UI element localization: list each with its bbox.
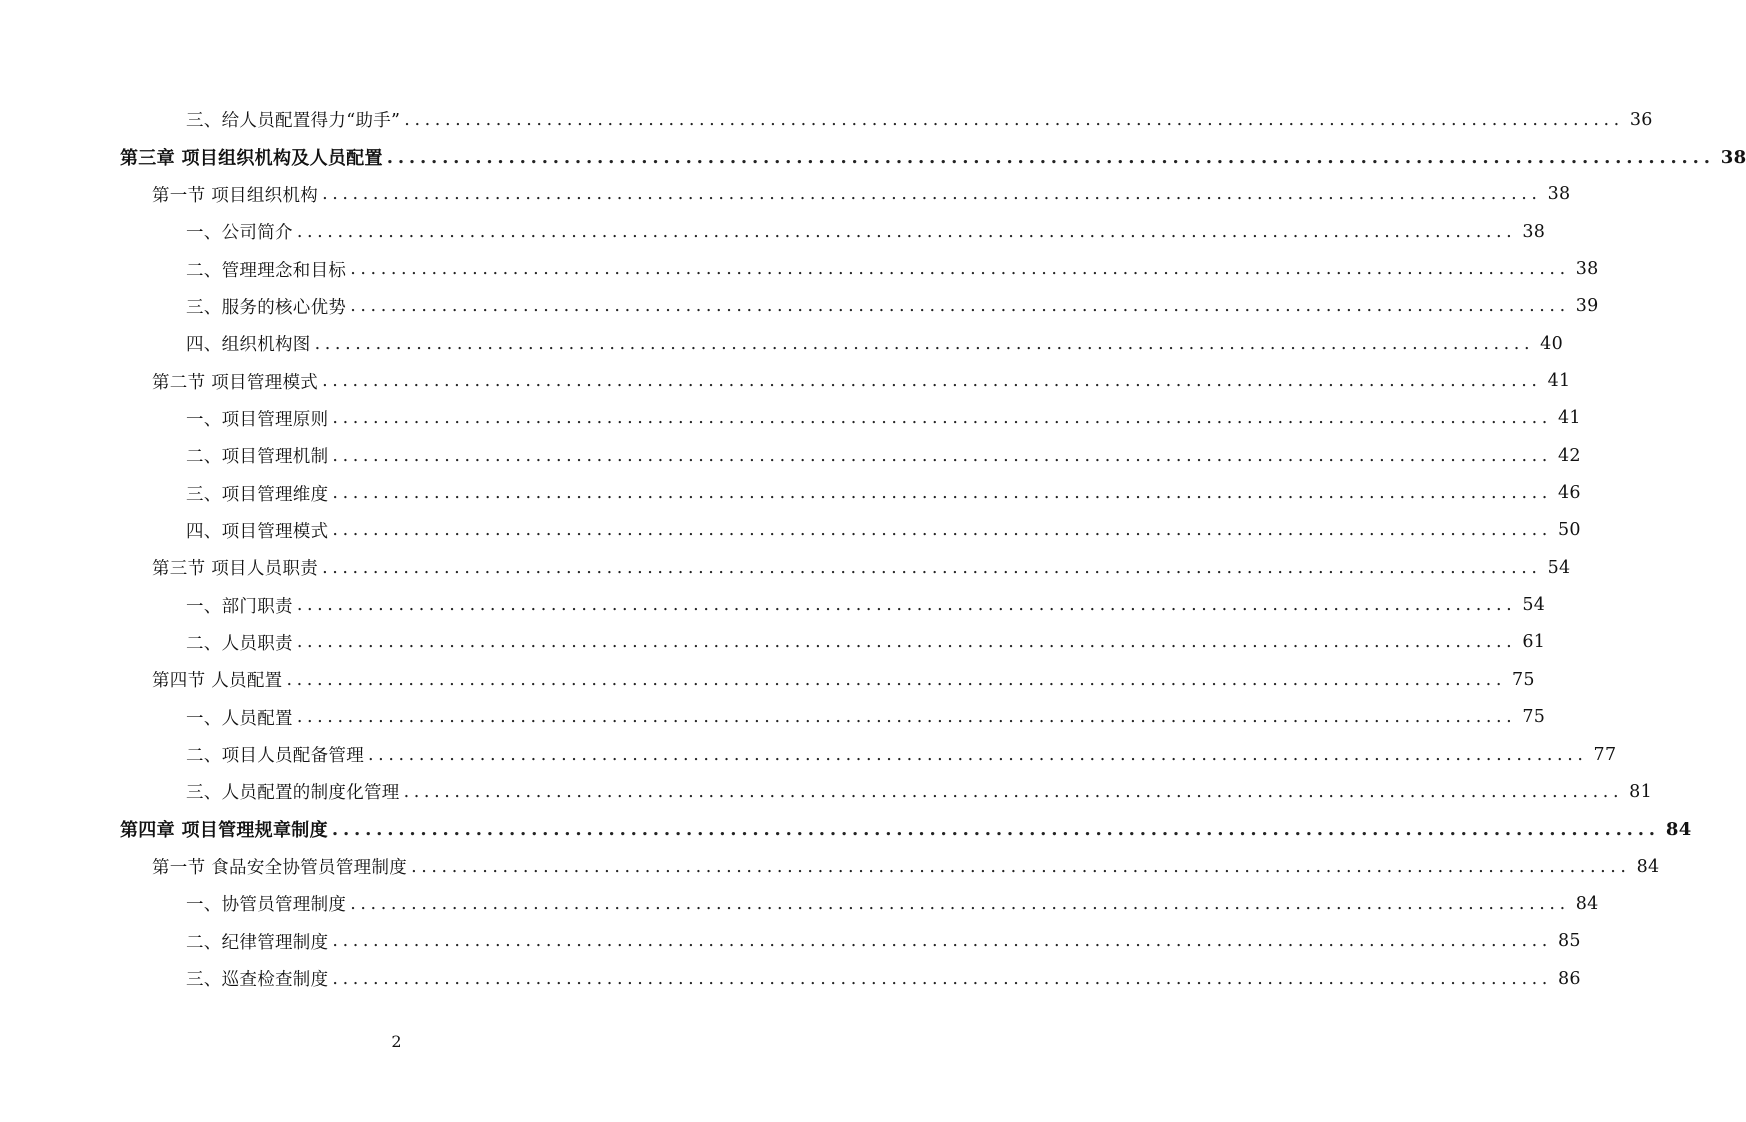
toc-entry-label: 二、项目管理机制 bbox=[186, 447, 329, 468]
toc-leader-dots: ........................................................................................................................ bbox=[403, 781, 1624, 802]
toc-leader-dots: ........................................................................................................................ bbox=[350, 296, 1570, 317]
toc-entry[interactable] bbox=[152, 549, 1571, 586]
toc-entry[interactable] bbox=[152, 661, 1535, 698]
toc-chapter-row[interactable] bbox=[0, 811, 1692, 848]
toc-entry[interactable] bbox=[186, 773, 1653, 810]
toc-entry-page-number: 84 bbox=[1636, 856, 1660, 877]
toc-entry[interactable] bbox=[120, 811, 1692, 848]
toc-entry-label: 三、服务的核心优势 bbox=[186, 297, 347, 318]
toc-entry[interactable] bbox=[152, 362, 1571, 399]
toc-item-row[interactable] bbox=[0, 437, 1581, 474]
toc-entry-page-number: 75 bbox=[1522, 707, 1546, 728]
toc-entry[interactable] bbox=[186, 586, 1546, 623]
toc-leader-dots: ........................................................................................................................ bbox=[332, 408, 1552, 429]
toc-leader-dots: ........................................................................................................................ bbox=[350, 259, 1570, 280]
toc-entry[interactable] bbox=[186, 736, 1617, 773]
toc-leader-dots: ........................................................................................................................ bbox=[296, 632, 1517, 653]
toc-entry-page-number: 84 bbox=[1575, 893, 1599, 914]
toc-leader-dots: ........................................................................................................................ bbox=[332, 968, 1552, 989]
toc-chapter-row[interactable] bbox=[0, 138, 1746, 175]
toc-leader-dots: ........................................................................................................................ bbox=[368, 744, 1588, 765]
toc-entry-page-number: 54 bbox=[1547, 557, 1571, 578]
toc-item-row[interactable] bbox=[0, 213, 1546, 250]
toc-entry[interactable] bbox=[186, 250, 1599, 287]
toc-entry-label: 四、组织机构图 bbox=[186, 335, 311, 356]
toc-section-row[interactable] bbox=[0, 549, 1571, 586]
toc-entry-page-number: 36 bbox=[1629, 109, 1653, 130]
toc-item-row[interactable] bbox=[0, 586, 1546, 623]
toc-entry-page-number: 38 bbox=[1522, 221, 1546, 242]
toc-entry-page-number: 38 bbox=[1720, 146, 1746, 168]
toc-section-row[interactable] bbox=[0, 848, 1660, 885]
toc-item-row[interactable] bbox=[0, 736, 1617, 773]
toc-entry-label: 第一节 食品安全协管员管理制度 bbox=[152, 858, 408, 879]
toc-entry-label: 二、项目人员配备管理 bbox=[186, 746, 364, 767]
toc-entry[interactable] bbox=[152, 848, 1660, 885]
toc-entry-label: 三、巡查检查制度 bbox=[186, 970, 329, 991]
toc-entry-page-number: 38 bbox=[1547, 184, 1571, 205]
toc-leader-dots: ........................................................................................................................ bbox=[322, 557, 1542, 578]
toc-entry[interactable] bbox=[186, 437, 1581, 474]
toc-leader-dots: ........................................................................................................................ bbox=[322, 371, 1542, 392]
toc-entry-label: 第四节 人员配置 bbox=[152, 671, 283, 692]
toc-leader-dots: ........................................................................................................................ bbox=[411, 856, 1631, 877]
toc-leader-dots: ........................................................................................................................ bbox=[386, 146, 1715, 168]
toc-section-row[interactable] bbox=[0, 362, 1571, 399]
toc-item-row[interactable] bbox=[0, 512, 1581, 549]
toc-entry[interactable] bbox=[186, 624, 1546, 661]
toc-entry-page-number: 42 bbox=[1557, 445, 1581, 466]
toc-entry-label: 第四章 项目管理规章制度 bbox=[120, 820, 328, 842]
toc-entry-page-number: 39 bbox=[1575, 296, 1599, 317]
toc-entry[interactable] bbox=[186, 699, 1546, 736]
toc-leader-dots: ........................................................................................................................ bbox=[332, 483, 1552, 504]
toc-leader-dots: ........................................................................................................................ bbox=[296, 707, 1517, 728]
toc-item-row[interactable] bbox=[0, 101, 1653, 138]
toc-entry-label: 第三章 项目组织机构及人员配置 bbox=[120, 148, 383, 170]
toc-leader-dots: ........................................................................................................................ bbox=[350, 893, 1570, 914]
toc-entry[interactable] bbox=[120, 138, 1746, 175]
toc-entry[interactable] bbox=[186, 325, 1564, 362]
toc-leader-dots: ........................................................................................................................ bbox=[331, 818, 1660, 840]
toc-entry-page-number: 41 bbox=[1547, 371, 1571, 392]
toc-entry-label: 第二节 项目管理模式 bbox=[152, 372, 319, 393]
toc-entry-label: 一、公司简介 bbox=[186, 223, 293, 244]
toc-entry-label: 一、协管员管理制度 bbox=[186, 895, 347, 916]
toc-entry-page-number: 75 bbox=[1512, 669, 1535, 690]
toc-entry-page-number: 40 bbox=[1540, 333, 1564, 354]
toc-leader-dots: ........................................................................................................................ bbox=[332, 931, 1552, 952]
toc-entry-page-number: 50 bbox=[1557, 520, 1581, 541]
toc-entry-label: 二、管理理念和目标 bbox=[186, 260, 347, 281]
toc-section-row[interactable] bbox=[0, 661, 1535, 698]
toc-leader-dots: ........................................................................................................................ bbox=[296, 595, 1517, 616]
toc-entry[interactable] bbox=[186, 474, 1581, 511]
toc-leader-dots: ........................................................................................................................ bbox=[332, 445, 1552, 466]
toc-entry-label: 二、纪律管理制度 bbox=[186, 932, 329, 953]
toc-entry-page-number: 84 bbox=[1665, 818, 1692, 840]
toc-leader-dots: ........................................................................................................................ bbox=[296, 221, 1517, 242]
toc-leader-dots: ........................................................................................................................ bbox=[332, 520, 1552, 541]
toc-entry-label: 二、人员职责 bbox=[186, 633, 293, 654]
toc-entry-label: 一、项目管理原则 bbox=[186, 409, 329, 430]
toc-leader-dots: ........................................................................................................................ bbox=[314, 333, 1535, 354]
toc-entry-label: 三、项目管理维度 bbox=[186, 484, 329, 505]
toc-entry-label: 一、人员配置 bbox=[186, 708, 293, 729]
toc-item-row[interactable] bbox=[0, 474, 1581, 511]
toc-entry[interactable] bbox=[186, 512, 1581, 549]
table-of-contents bbox=[0, 101, 1746, 997]
toc-entry[interactable] bbox=[152, 176, 1571, 213]
toc-entry[interactable] bbox=[186, 923, 1581, 960]
toc-item-row[interactable] bbox=[0, 400, 1581, 437]
toc-entry-page-number: 85 bbox=[1557, 931, 1581, 952]
toc-entry-label: 四、项目管理模式 bbox=[186, 521, 329, 542]
toc-entry-page-number: 54 bbox=[1522, 595, 1546, 616]
toc-entry[interactable] bbox=[186, 885, 1599, 922]
toc-item-row[interactable] bbox=[0, 773, 1653, 810]
toc-entry-label: 第一节 项目组织机构 bbox=[152, 185, 319, 206]
toc-entry-page-number: 46 bbox=[1557, 483, 1581, 504]
toc-entry[interactable] bbox=[186, 213, 1546, 250]
toc-entry-page-number: 38 bbox=[1575, 259, 1599, 280]
toc-entry-label: 一、部门职责 bbox=[186, 596, 293, 617]
toc-leader-dots: ........................................................................................................................ bbox=[286, 669, 1506, 690]
toc-entry-page-number: 61 bbox=[1522, 632, 1546, 653]
toc-item-row[interactable] bbox=[0, 624, 1546, 661]
toc-leader-dots: ........................................................................................................................ bbox=[322, 184, 1542, 205]
toc-entry[interactable] bbox=[186, 288, 1599, 325]
toc-item-row[interactable] bbox=[0, 885, 1599, 922]
toc-item-row[interactable] bbox=[0, 325, 1564, 362]
toc-item-row[interactable] bbox=[0, 699, 1546, 736]
toc-item-row[interactable] bbox=[0, 250, 1599, 287]
toc-item-row[interactable] bbox=[0, 960, 1581, 997]
toc-entry[interactable] bbox=[186, 960, 1581, 997]
page-number: 2 bbox=[391, 1032, 402, 1051]
toc-section-row[interactable] bbox=[0, 176, 1571, 213]
toc-item-row[interactable] bbox=[0, 923, 1581, 960]
toc-item-row[interactable] bbox=[0, 288, 1599, 325]
toc-entry-page-number: 77 bbox=[1593, 744, 1617, 765]
toc-entry-page-number: 81 bbox=[1629, 781, 1653, 802]
toc-entry[interactable] bbox=[186, 400, 1581, 437]
toc-entry-label: 三、给人员配置得力“助手” bbox=[186, 111, 401, 132]
toc-entry-page-number: 86 bbox=[1557, 968, 1581, 989]
toc-leader-dots: ........................................................................................................................ bbox=[404, 109, 1624, 130]
toc-entry[interactable] bbox=[186, 101, 1653, 138]
toc-entry-label: 第三节 项目人员职责 bbox=[152, 559, 319, 580]
toc-entry-label: 三、人员配置的制度化管理 bbox=[186, 783, 400, 804]
toc-entry-page-number: 41 bbox=[1557, 408, 1581, 429]
